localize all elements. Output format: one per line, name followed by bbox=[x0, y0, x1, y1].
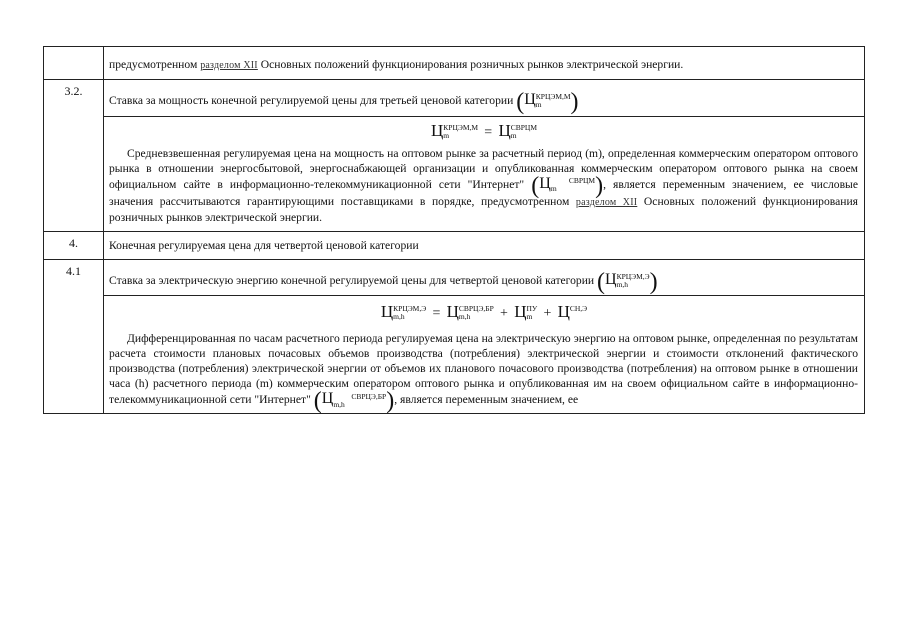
table-row bbox=[44, 260, 865, 414]
row-title: Ставка за электрическую энергию конечной регулируемой цены для четвертой ценовой категории (ЦКРЦЭМ,Э m,h ) bbox=[109, 269, 658, 296]
regulation-table bbox=[43, 46, 865, 414]
section-link[interactable]: разделом XII bbox=[575, 197, 638, 209]
price-symbol: (ЦКРЦЭМ,Э m,h ) bbox=[597, 269, 658, 296]
section-link[interactable]: разделом XII bbox=[200, 60, 258, 71]
definition-paragraph: Дифференцированная по часам расчетного периода регулируемая цена на электрическую энергию на оптовом рынке, определенная по результатам расчета стоимости плановых почасовых объемов производства (потребления) электрической энергии и стоимости отклонений фактического производства (потребления) электрической энергии от объемов их планового почасового производства (потребления) на оптовом рынке в отношении часа (h) расчетного периода (m) коммерческим оператором оптового рынка и опубликованная им на своем официальном сайте в информационно-телекоммуникационной сети "Интернет" (Ц СВРЦЭ,БР m,h ), является переменным значением, ее bbox=[109, 332, 858, 415]
row-text: предусмотренном разделом XII Основных положений функционирования розничных рынков электрической энергии. bbox=[109, 58, 684, 71]
row-number: 3.2. bbox=[44, 80, 104, 232]
table-row bbox=[44, 80, 865, 232]
row-number: 4.1 bbox=[44, 260, 104, 414]
definition-paragraph: Средневзвешенная регулируемая цена на мощность на оптовом рынке за расчетный период (m), определенная коммерческим оператором оптового рынка в отношении энергосбытовой, энергоснабжающей организации и опубликованная коммерческим оператором оптового рынка на своем официальном сайте в информационно-телекоммуникационной сети "Интернет" (Ц СВРЦМ m ), является переменным значением, ее числовые значения рассчитываются гарантирующими поставщиками в порядке, предусмотренном разделом XII Основных положений функционирования розничных рынков электрической энергии. bbox=[109, 147, 858, 225]
table-row bbox=[44, 47, 865, 80]
formula: ЦКРЦЭМ,Э m,h = ЦСВРЦЭ,БР m,h + ЦПУ m + ЦСН,Э bbox=[104, 295, 864, 329]
price-symbol: (Ц СВРЦМ m ) bbox=[531, 173, 604, 200]
row-number: 4. bbox=[44, 232, 104, 260]
table-row bbox=[44, 232, 865, 260]
row-title: Ставка за мощность конечной регулируемой цены для третьей ценовой категории (ЦКРЦЭМ,М m ) bbox=[109, 89, 579, 115]
row-number bbox=[44, 47, 104, 80]
formula: ЦКРЦЭМ,М m = ЦСВРЦМ m bbox=[104, 116, 864, 144]
price-symbol: (ЦКРЦЭМ,М m ) bbox=[516, 89, 579, 115]
row-title: Конечная регулируемая цена для четвертой ценовой категории bbox=[109, 239, 419, 253]
price-symbol: (Ц СВРЦЭ,БР m,h ) bbox=[313, 388, 395, 415]
